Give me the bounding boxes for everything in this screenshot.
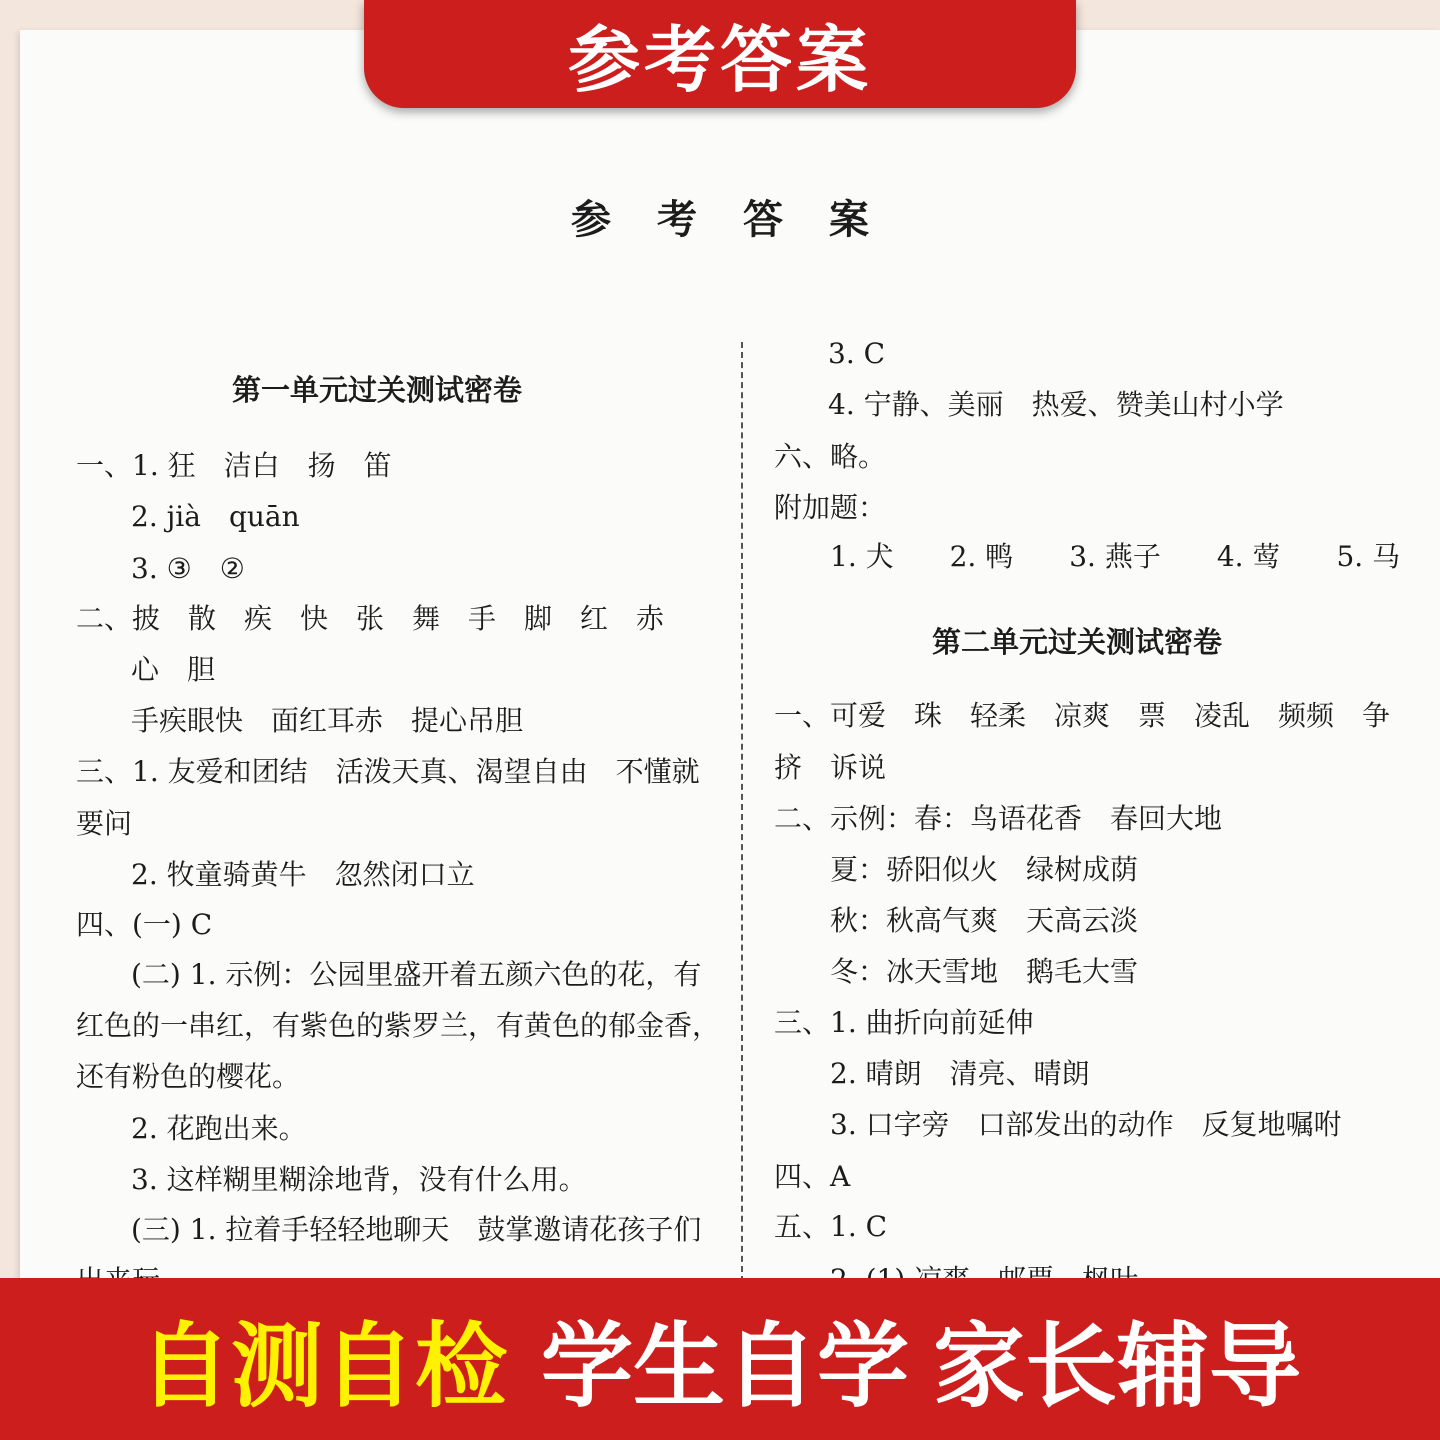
answer-line: 2. 花跑出来。 [131,1112,307,1145]
answer-line: 3. ③ ② [131,552,245,585]
answer-line: 心 胆 [131,653,216,686]
answer-line: 2. jià quān [131,500,300,533]
bottom-banner [0,1278,1440,1440]
answer-line: 1. 犬 2. 鸭 3. 燕子 4. 莺 5. 马 [830,540,1401,573]
section-heading: 第一单元过关测试密卷 [232,373,523,407]
answer-line: 要问 [76,807,133,840]
page-title: 参考答案 [571,196,915,243]
answer-line: 附加题： [774,491,887,524]
answer-line: 3. C [828,337,886,370]
bottom-banner-text-1: 学生自学 [540,1313,909,1420]
answer-line: 五、1. C [774,1210,888,1243]
top-banner-label: 参考答案 [567,18,872,102]
answer-line: 秋：秋高气爽 天高云淡 [830,904,1139,937]
answer-line: 二、示例：春：鸟语花香 春回大地 [774,802,1223,835]
answer-line: 二、披 散 疾 快 张 舞 手 脚 红 赤 [76,602,665,635]
answer-line: (三) 1. 拉着手轻轻地聊天 鼓掌邀请花孩子们 [131,1213,702,1246]
column-divider [741,342,743,1282]
answer-line: 2. 牧童骑黄牛 忽然闭口立 [131,858,475,891]
answer-line: 冬：冰天雪地 鹅毛大雪 [830,955,1139,988]
top-banner [364,0,1076,108]
answer-line: 3. 这样糊里糊涂地背，没有什么用。 [131,1163,587,1196]
answer-line: 四、(一) C [76,908,213,941]
section-heading: 第二单元过关测试密卷 [932,625,1223,659]
answer-line: 3. 口字旁 口部发出的动作 反复地嘱咐 [830,1108,1342,1141]
answer-line: (二) 1. 示例：公园里盛开着五颜六色的花，有 [131,958,702,991]
answer-line: 夏：骄阳似火 绿树成荫 [830,853,1139,886]
bottom-banner-text-2: 家长辅导 [933,1313,1302,1420]
answer-line: 三、1. 友爱和团结 活泼天真、渴望自由 不懂就 [76,755,700,788]
answer-line: 一、1. 狂 洁白 扬 笛 [76,449,392,482]
answer-line: 红色的一串红，有紫色的紫罗兰，有黄色的郁金香， [76,1009,721,1042]
answer-line: 4. 宁静、美丽 热爱、赞美山村小学 [828,388,1284,421]
answer-line: 一、可爱 珠 轻柔 凉爽 票 凌乱 频频 争 [774,699,1391,732]
bottom-banner-highlight: 自测自检 [138,1313,507,1420]
answer-line: 三、1. 曲折向前延伸 [774,1006,1034,1039]
answer-line: 还有粉色的樱花。 [76,1060,301,1093]
answer-line: 挤 诉说 [774,751,887,784]
answer-line: 四、A [774,1160,851,1193]
answer-line: 六、略。 [774,440,887,473]
answer-line: 2. 晴朗 清亮、晴朗 [830,1057,1090,1090]
answer-line: 手疾眼快 面红耳赤 提心吊胆 [131,704,524,737]
